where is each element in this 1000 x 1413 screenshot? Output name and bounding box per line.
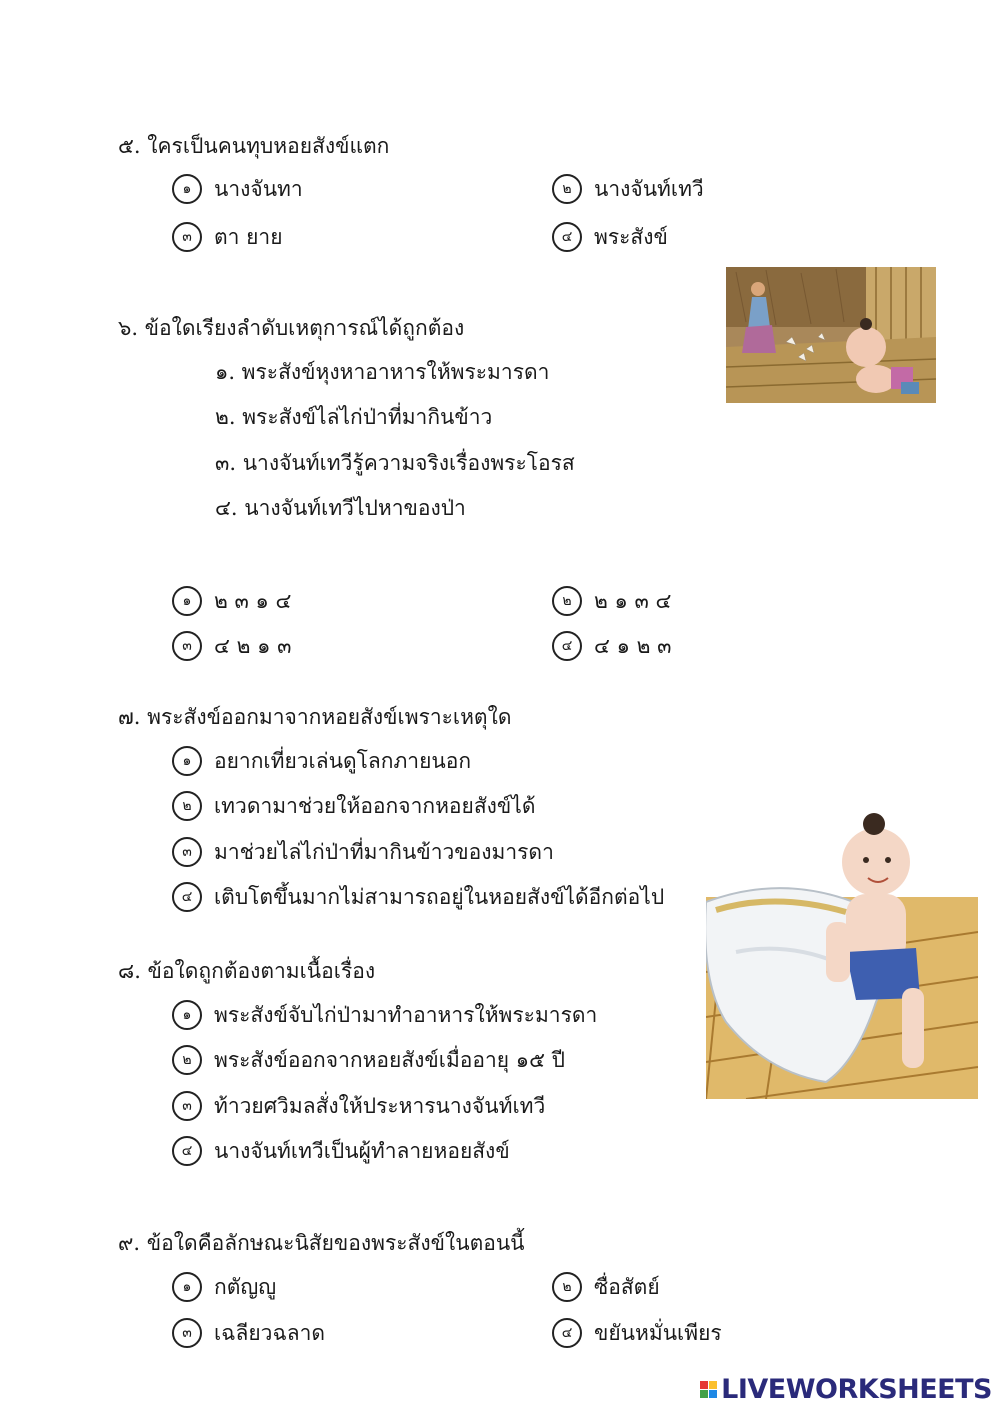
q5-option-2[interactable] bbox=[552, 172, 704, 206]
q7-option-3-text: มาช่วยไล่ไก่ป่าที่มากินข้าวของมารดา bbox=[214, 839, 554, 864]
q6-option-2-marker[interactable]: ๒ bbox=[552, 586, 582, 616]
q6-option-2-text: ๒ ๑ ๓ ๔ bbox=[594, 588, 672, 613]
q6-option-4-marker[interactable]: ๔ bbox=[552, 631, 582, 661]
q8-option-4[interactable] bbox=[172, 1134, 510, 1168]
q6-option-1-marker[interactable]: ๑ bbox=[172, 586, 202, 616]
q9-option-4-marker[interactable]: ๔ bbox=[552, 1318, 582, 1348]
q8-option-3-marker[interactable]: ๓ bbox=[172, 1091, 202, 1121]
q7-option-4[interactable] bbox=[172, 880, 664, 914]
question-7-title: ๗. พระสังข์ออกมาจากหอยสังข์เพราะเหตุใด bbox=[118, 705, 512, 729]
q7-option-1[interactable] bbox=[172, 744, 471, 778]
q9-option-2-marker[interactable]: ๒ bbox=[552, 1272, 582, 1302]
liveworksheets-logo[interactable] bbox=[700, 1374, 992, 1405]
q9-option-3-marker[interactable]: ๓ bbox=[172, 1318, 202, 1348]
q6-option-3[interactable] bbox=[172, 629, 291, 663]
q9-option-4[interactable] bbox=[552, 1316, 722, 1350]
q5-option-2-marker[interactable]: ๒ bbox=[552, 174, 582, 204]
q7-option-3-marker[interactable]: ๓ bbox=[172, 837, 202, 867]
liveworksheets-logo-text: LIVEWORKSHEETS bbox=[721, 1374, 992, 1405]
q5-option-1[interactable] bbox=[172, 172, 303, 206]
question-5-title: ๕. ใครเป็นคนทุบหอยสังข์แตก bbox=[118, 134, 390, 158]
q6-event-3: ๓. นางจันท์เทวีรู้ความจริงเรื่องพระโอรส bbox=[215, 451, 575, 475]
q5-option-3-text: ตา ยาย bbox=[214, 224, 283, 249]
q9-option-1[interactable] bbox=[172, 1270, 276, 1304]
question-6-title: ๖. ข้อใดเรียงลำดับเหตุการณ์ได้ถูกต้อง bbox=[118, 316, 465, 340]
q7-option-4-marker[interactable]: ๔ bbox=[172, 882, 202, 912]
q5-option-1-text: นางจันทา bbox=[214, 176, 303, 201]
q8-option-3[interactable] bbox=[172, 1089, 545, 1123]
q7-option-3[interactable] bbox=[172, 835, 554, 869]
q7-option-2[interactable] bbox=[172, 789, 535, 823]
q8-option-1-marker[interactable]: ๑ bbox=[172, 1000, 202, 1030]
q8-option-2-text: พระสังข์ออกจากหอยสังข์เมื่ออายุ ๑๕ ปี bbox=[214, 1047, 566, 1072]
q5-option-4-text: พระสังข์ bbox=[594, 224, 668, 249]
question-8-title: ๘. ข้อใดถูกต้องตามเนื้อเรื่อง bbox=[118, 959, 376, 983]
liveworksheets-logo-icon bbox=[700, 1381, 717, 1398]
q6-event-4: ๔. นางจันท์เทวีไปหาของป่า bbox=[215, 496, 466, 520]
q6-event-2: ๒. พระสังข์ไล่ไก่ป่าที่มากินข้าว bbox=[215, 405, 493, 429]
q9-option-3-text: เฉลียวฉลาด bbox=[214, 1320, 326, 1345]
q8-option-4-marker[interactable]: ๔ bbox=[172, 1136, 202, 1166]
q8-option-2[interactable] bbox=[172, 1043, 565, 1077]
q7-option-2-marker[interactable]: ๒ bbox=[172, 791, 202, 821]
q9-option-3[interactable] bbox=[172, 1316, 325, 1350]
q9-option-1-text: กตัญญู bbox=[214, 1274, 277, 1299]
q8-option-1-text: พระสังข์จับไก่ป่ามาทำอาหารให้พระมารดา bbox=[214, 1002, 598, 1027]
conch-breaking-illustration bbox=[726, 267, 936, 403]
q6-option-1-text: ๒ ๓ ๑ ๔ bbox=[214, 588, 292, 613]
q5-option-4[interactable] bbox=[552, 220, 668, 254]
q7-option-1-marker[interactable]: ๑ bbox=[172, 746, 202, 776]
q7-option-2-text: เทวดามาช่วยให้ออกจากหอยสังข์ได้ bbox=[214, 793, 536, 818]
q6-option-1[interactable] bbox=[172, 584, 291, 618]
baby-in-conch-illustration bbox=[706, 802, 978, 1099]
question-9-title: ๙. ข้อใดคือลักษณะนิสัยของพระสังข์ในตอนนี้ bbox=[118, 1231, 525, 1255]
q7-option-1-text: อยากเที่ยวเล่นดูโลกภายนอก bbox=[214, 748, 472, 773]
q5-option-3[interactable] bbox=[172, 220, 283, 254]
q5-option-3-marker[interactable]: ๓ bbox=[172, 222, 202, 252]
q7-option-4-text: เติบโตขึ้นมากไม่สามารถอยู่ในหอยสังข์ได้อีกต่อไป bbox=[214, 884, 665, 909]
q6-option-4-text: ๔ ๑ ๒ ๓ bbox=[594, 633, 672, 658]
q6-option-2[interactable] bbox=[552, 584, 671, 618]
q9-option-4-text: ขยันหมั่นเพียร bbox=[594, 1320, 722, 1345]
q9-option-2-text: ซื่อสัตย์ bbox=[594, 1274, 660, 1299]
q9-option-2[interactable] bbox=[552, 1270, 660, 1304]
q8-option-2-marker[interactable]: ๒ bbox=[172, 1045, 202, 1075]
q6-event-1: ๑. พระสังข์หุงหาอาหารให้พระมารดา bbox=[215, 360, 550, 384]
q6-option-4[interactable] bbox=[552, 629, 671, 663]
q5-option-4-marker[interactable]: ๔ bbox=[552, 222, 582, 252]
q8-option-1[interactable] bbox=[172, 998, 597, 1032]
q5-option-1-marker[interactable]: ๑ bbox=[172, 174, 202, 204]
q8-option-3-text: ท้าวยศวิมลสั่งให้ประหารนางจันท์เทวี bbox=[214, 1093, 546, 1118]
q8-option-4-text: นางจันท์เทวีเป็นผู้ทำลายหอยสังข์ bbox=[214, 1138, 510, 1163]
q6-option-3-marker[interactable]: ๓ bbox=[172, 631, 202, 661]
q9-option-1-marker[interactable]: ๑ bbox=[172, 1272, 202, 1302]
q5-option-2-text: นางจันท์เทวี bbox=[594, 176, 704, 201]
q6-option-3-text: ๔ ๒ ๑ ๓ bbox=[214, 633, 292, 658]
